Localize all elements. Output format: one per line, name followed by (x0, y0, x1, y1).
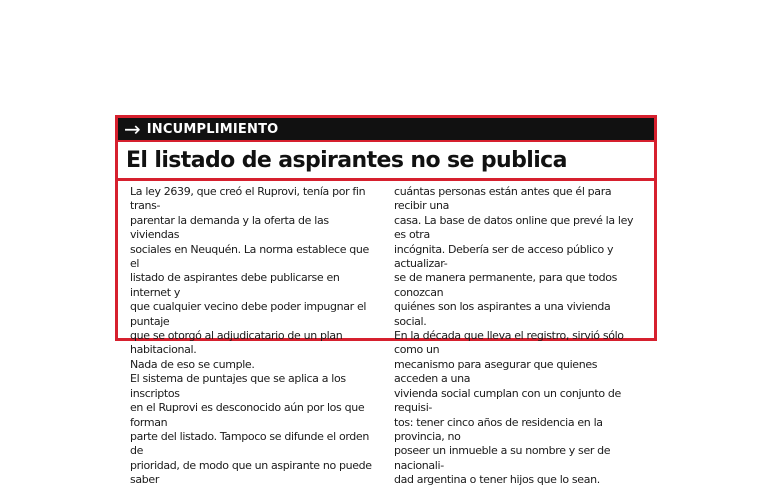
text-line: tos: tener cinco años de residencia en la provincia, no (394, 415, 603, 443)
text-line: incógnita. Debería ser de acceso público y actualizar- (394, 242, 614, 271)
text-line: que cualquier vecino debe poder impugnar el puntaje (130, 300, 367, 328)
text-line: Nada de eso se cumple. (130, 357, 255, 371)
arrow-right-icon: → (124, 117, 141, 141)
text-line: El sistema de puntajes que se aplica a los inscriptos (130, 372, 346, 400)
section-bar (118, 118, 654, 140)
news-box (115, 115, 657, 487)
text-line: casa. La base de datos online que prevé la ley es otra (394, 213, 634, 242)
text-line: En la década que lleva el registro, sirvió sólo como un (394, 329, 624, 357)
text-line: dad argentina o tener hijos que lo sean. (394, 473, 600, 487)
text-line: que se otorgó al adjudicatario de un plan habitacional. (130, 329, 343, 357)
column-left (130, 185, 380, 488)
text-line: parte del listado. Tampoco se difunde el orden de (130, 429, 369, 458)
text-line: vivienda social cumplan con un conjunto de requisi- (394, 386, 621, 415)
text-line: quiénes son los aspirantes a una vivienda social. (394, 300, 611, 328)
column-right (394, 185, 644, 488)
text-line: listado de aspirantes debe publicarse en internet y (130, 271, 340, 299)
text-line: en el Ruprovi es desconocido aún por los que forman (130, 401, 365, 429)
text-line: se de manera permanente, para que todos conozcan (394, 271, 618, 299)
text-line: prioridad, de modo que un aspirante no puede saber (130, 458, 372, 487)
section-label: INCUMPLIMIENTO (146, 121, 279, 137)
headline: El listado de aspirantes no se publica (118, 140, 654, 181)
text-line: La ley 2639, que creó el Ruprovi, tenía por fin trans- (130, 185, 366, 213)
text-line: poseer un inmueble a su nombre y ser de nacionali- (394, 444, 611, 472)
text-line: mecanismo para asegurar que quienes acceden a una (394, 357, 598, 386)
text-line: cuántas personas están antes que él para recibir una (394, 185, 612, 213)
text-line: parentar la demanda y la oferta de las viviendas (130, 213, 329, 242)
article-body (118, 181, 654, 488)
text-line: sociales en Neuquén. La norma establece que el (130, 242, 369, 271)
